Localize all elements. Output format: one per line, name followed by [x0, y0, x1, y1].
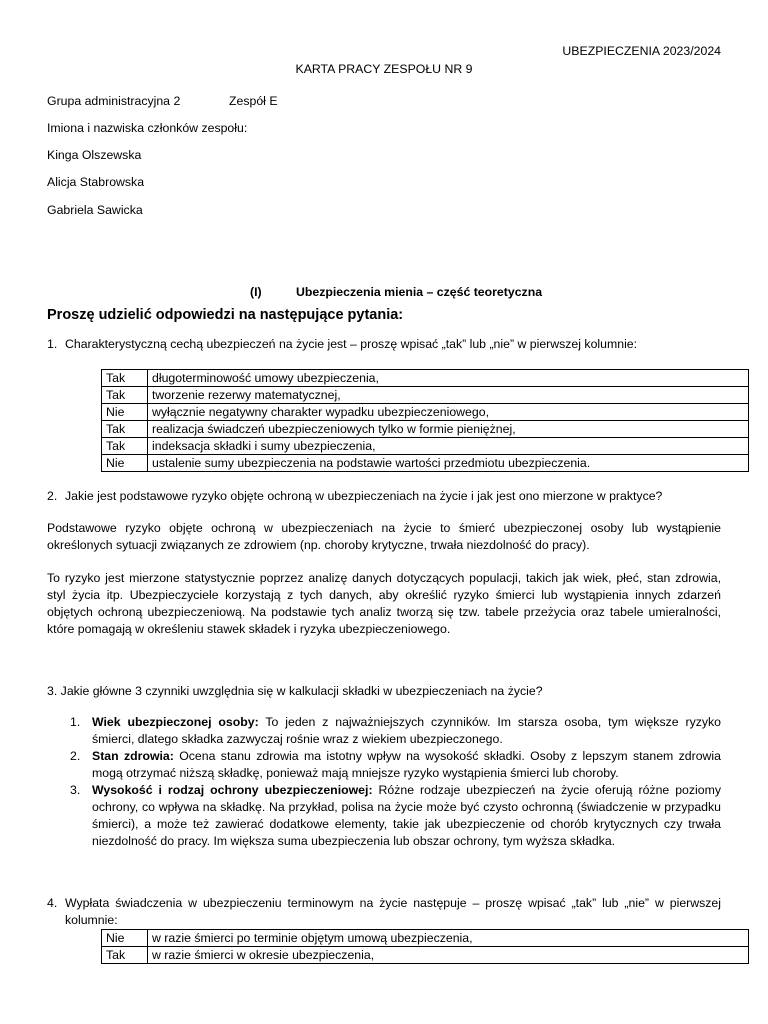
table-row: [102, 455, 749, 472]
answer-cell: Nie: [102, 455, 148, 472]
statement-cell: indeksacja składki i sumy ubezpieczenia,: [148, 438, 749, 455]
question-number: 1.: [47, 337, 58, 351]
answer-cell: Nie: [102, 930, 148, 947]
answer-cell: Nie: [102, 404, 148, 421]
list-item: [47, 714, 721, 748]
answer-paragraph: Podstawowe ryzyko objęte ochroną w ubezpieczeniach na życie to śmierć ubezpieczonej osoby lub wystąpienie określonych sytuacji związanych ze zdrowiem (np. choroby krytyczne, trwała niezdolność do pracy).: [47, 521, 721, 552]
answer-paragraph: To ryzyko jest mierzone statystycznie poprzez analizę danych dotyczących populacji, takich jak wiek, płeć, stan zdrowia, styl życia itp. Ubezpieczyciele korzystają z tych danych, aby określić ryzyko śmierci lub wystąpienia innych zdarzeń objętych ochroną ubezpieczeniową. Na podstawie tych analiz tworzą się tzw. tabele przeżycia oraz tabele umieralności, które pomagają w określeniu stawek składek i ryzyka ubezpieczeniowego.: [47, 571, 721, 636]
answer-cell: Tak: [102, 370, 148, 387]
table-row: [102, 930, 749, 947]
question-number: 2.: [47, 489, 58, 503]
answer-cell: Tak: [102, 947, 148, 964]
statement-cell: realizacja świadczeń ubezpieczeniowych tylko w formie pieniężnej,: [148, 421, 749, 438]
question-text: Jakie jest podstawowe ryzyko objęte ochroną w ubezpieczeniach na życie i jak jest ono mierzone w praktyce?: [65, 489, 663, 503]
factor-title: Wiek ubezpieczonej osoby:: [92, 715, 259, 729]
factor-title: Stan zdrowia:: [92, 749, 174, 763]
table-row: [102, 387, 749, 404]
section-title: Ubezpieczenia mienia – część teoretyczna: [296, 285, 543, 299]
question-4: [47, 895, 721, 929]
list-number: 1.: [70, 715, 81, 729]
list-number: 3.: [70, 783, 81, 797]
question-text: Wypłata świadczenia w ubezpieczeniu terminowym na życie następuje – proszę wpisać „tak” lub „nie” w pierwszej kolumnie:: [65, 896, 721, 927]
factor-text: To jeden z najważniejszych czynników. Im starsza osoba, tym większe ryzyko śmierci, dlatego składka zazwyczaj rośnie wraz z wiekiem ubezpieczonego.: [92, 715, 722, 746]
answer-cell: Tak: [102, 421, 148, 438]
answer-table-1: [101, 369, 749, 472]
question-2: [47, 488, 721, 505]
table-row: [102, 438, 749, 455]
table-row: [102, 370, 749, 387]
statement-cell: wyłącznie negatywny charakter wypadku ubezpieczeniowego,: [148, 404, 749, 421]
statement-cell: tworzenie rezerwy matematycznej,: [148, 387, 749, 404]
member-name: Alicja Stabrowska: [47, 175, 145, 189]
list-item: [47, 782, 721, 850]
question-number: 4.: [47, 896, 58, 910]
answer-cell: Tak: [102, 438, 148, 455]
course-header: UBEZPIECZENIA 2023/2024: [562, 44, 721, 58]
member-name: Kinga Olszewska: [47, 148, 142, 162]
question-3: 3. Jakie główne 3 czynniki uwzględnia się w kalkulacji składki w ubezpieczeniach na życie?: [47, 684, 543, 698]
factor-text: Ocena stanu zdrowia ma istotny wpływ na wysokość składki. Osoby z lepszym stanem zdrowia mogą otrzymać niższą składkę, ponieważ mają mniejsze ryzyko wystąpienia śmierci lub choroby.: [92, 749, 721, 780]
question-text: Charakterystyczną cechą ubezpieczeń na życie jest – proszę wpisać „tak” lub „nie” w pierwszej kolumnie:: [65, 337, 638, 351]
answer-table-4: [101, 929, 749, 964]
team-label: Zespół E: [229, 94, 278, 108]
worksheet-title: KARTA PRACY ZESPOŁU NR 9: [295, 62, 473, 76]
instruction-heading: Proszę udzielić odpowiedzi na następujące pytania:: [47, 307, 404, 323]
table-row: [102, 421, 749, 438]
statement-cell: w razie śmierci po terminie objętym umową ubezpieczenia,: [148, 930, 749, 947]
section-number: (I): [250, 285, 262, 299]
statement-cell: ustalenie sumy ubezpieczenia na podstawie wartości przedmiotu ubezpieczenia.: [148, 455, 749, 472]
table-row: [102, 947, 749, 964]
members-label: Imiona i nazwiska członków zespołu:: [47, 121, 248, 135]
list-item: [47, 748, 721, 782]
answer-cell: Tak: [102, 387, 148, 404]
group-row: [47, 93, 278, 110]
factors-list: [47, 714, 721, 850]
factor-text: Różne rodzaje ubezpieczeń na życie oferują różne poziomy ochrony, co wpływa na składkę. Na przykład, polisa na życie może być czysto ochronną (świadczenie w przypadku śmierci), a może też zawierać dodatkowe elementy, takie jak ubezpieczenie od chorób krytycznych czy trwała niezdolność do pracy. Im większa suma ubezpieczenia lub obszar ochrony, tym wyższa składka.: [92, 783, 721, 848]
member-name: Gabriela Sawicka: [47, 203, 143, 217]
factor-title: Wysokość i rodzaj ochrony ubezpieczeniowej:: [92, 783, 373, 797]
section-heading: [250, 284, 542, 301]
statement-cell: w razie śmierci w okresie ubezpieczenia,: [148, 947, 749, 964]
question-1: [47, 336, 721, 353]
list-number: 2.: [70, 749, 81, 763]
table-row: [102, 404, 749, 421]
statement-cell: długoterminowość umowy ubezpieczenia,: [148, 370, 749, 387]
group-label: Grupa administracyjna 2: [47, 94, 181, 108]
